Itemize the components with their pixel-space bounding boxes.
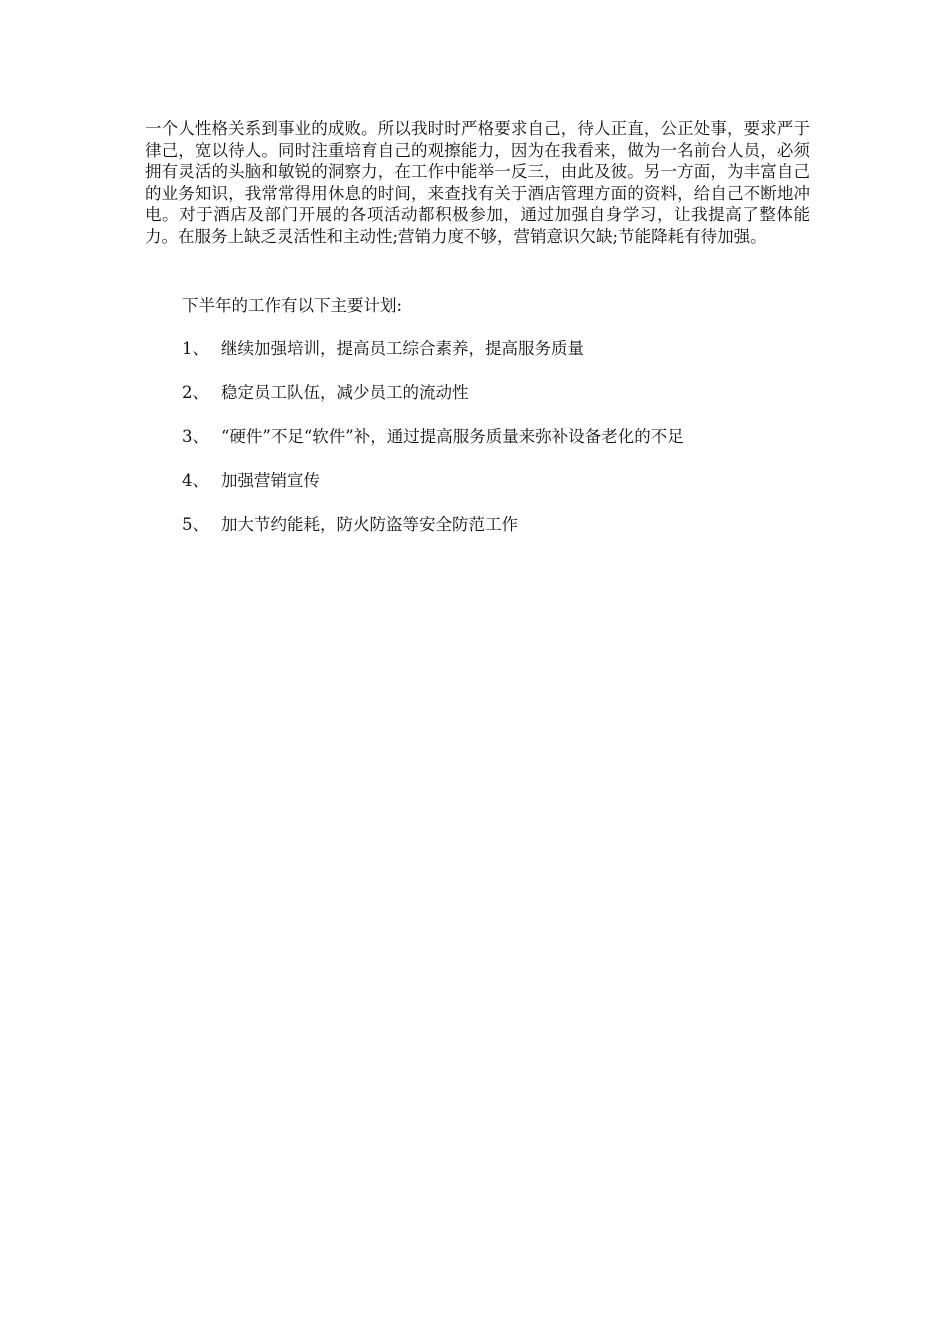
plan-item-text: “硬件”不足“软件”补，通过提高服务质量来弥补设备老化的不足 <box>221 427 684 446</box>
plan-item-number: 2、 <box>182 383 209 402</box>
plan-heading: 下半年的工作有以下主要计划: <box>182 296 403 315</box>
plan-item-number: 3、 <box>182 427 209 446</box>
plan-item-text: 加强营销宣传 <box>221 471 320 490</box>
plan-item-number: 1、 <box>182 339 209 358</box>
body-paragraph: 一个人性格关系到事业的成败。所以我时时严格要求自己，待人正直，公正处事，要求严于律己，宽以待人。同时注重培育自己的观擦能力，因为在我看来，做为一名前台人员，必须拥有灵活的头脑和敏锐的洞察力，在工作中能举一反三，由此及彼。另一方面，为丰富自己的业务知识，我常常得用休息的时间，来查找有关于酒店管理方面的资料，给自己不断地冲电。对于酒店及部门开展的各项活动都积极参加，通过加强自身学习，让我提高了整体能力。在服务上缺乏灵活性和主动性;营销力度不够，营销意识欠缺;节能降耗有待加强。 <box>145 119 810 246</box>
plan-item-2 <box>182 382 684 426</box>
plan-item-number: 4、 <box>182 471 209 490</box>
plan-item-1 <box>182 338 684 382</box>
plan-item-3 <box>182 426 684 470</box>
plan-item-text: 加大节约能耗，防火防盗等安全防范工作 <box>221 515 518 534</box>
plan-item-text: 稳定员工队伍，减少员工的流动性 <box>221 383 469 402</box>
plan-item-4 <box>182 470 684 514</box>
plan-item-number: 5、 <box>182 515 209 534</box>
plan-list <box>182 338 684 558</box>
plan-item-text: 继续加强培训，提高员工综合素养，提高服务质量 <box>221 339 584 358</box>
plan-item-5 <box>182 514 684 558</box>
